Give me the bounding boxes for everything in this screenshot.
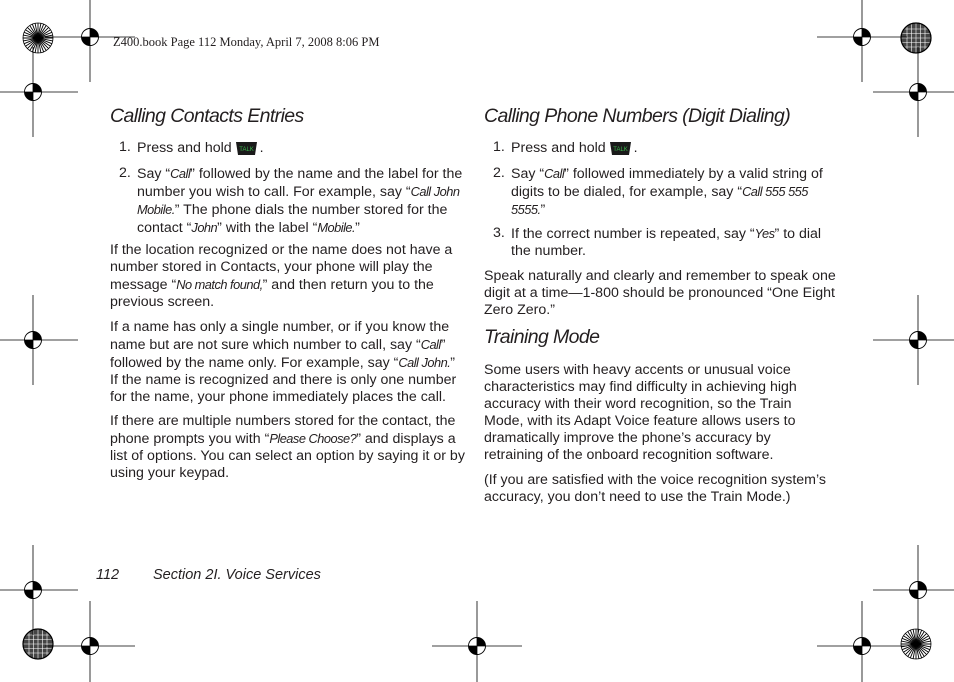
section-heading-training-mode: Training Mode (484, 326, 600, 348)
left-step-1: 1. Press and hold TALK . (119, 139, 264, 156)
page-number: 112 (96, 567, 120, 583)
section-heading-calling-contacts: Calling Contacts Entries (110, 105, 304, 127)
step-number: 2. (119, 165, 131, 181)
left-paragraph-no-match: If the location recognized or the name does not have a number stored in Contacts, your phone will play the message “No match found,” and then return you to the previous screen. (110, 242, 453, 310)
right-paragraph-satisfied: (If you are satisfied with the voice recognition system’s accuracy, you don’t need to use the Train Mode.) (484, 472, 826, 505)
step-text: Press and hold (137, 140, 232, 156)
step-number: 3. (493, 225, 505, 241)
talk-key-icon (608, 139, 633, 157)
svg-text:TALK: TALK (238, 147, 254, 153)
step-text: If the correct number is repeated, say “Yes” to dial the number. (511, 226, 822, 259)
talk-key-icon (234, 139, 259, 157)
step-text: Say “Call” followed by the name and the label for the number you wish to call. For example, say “Call John Mobile.” The phone dials the number stored for the contact “John” with the label “Mobile.” (137, 166, 463, 236)
right-paragraph-speak-naturally: Speak naturally and clearly and remember to speak one digit at a time—1-800 should be pronounced “One Eight Zero Zero.” (484, 268, 836, 318)
step-text: Press and hold (511, 140, 606, 156)
right-step-3 (493, 225, 838, 260)
step-number: 1. (493, 139, 505, 155)
section-title: Section 2I. Voice Services (153, 567, 321, 583)
right-step-2 (493, 165, 838, 219)
left-step-2 (119, 165, 465, 237)
section-heading-digit-dialing: Calling Phone Numbers (Digit Dialing) (484, 105, 791, 127)
left-paragraph-multiple-numbers: If there are multiple numbers stored for the contact, the phone prompts you with “Please Choose?” and displays a list of options. You can select an option by saying it or by using your keypad. (110, 413, 465, 481)
step-number: 1. (119, 139, 131, 155)
right-paragraph-training: Some users with heavy accents or unusual voice characteristics may find difficulty in achieving high accuracy with their word recognition, so the Train Mode, with its Adapt Voice feature allows users to dramatically improve the phone’s accuracy by retraining of the onboard recognition software. (484, 362, 797, 463)
left-paragraph-single-number: If a name has only a single number, or if you know the name but are not sure which number to call, say “Call” followed by the name only. For example, say “Call John.” If the name is recognized and there is only one number for the name, your phone immediately places the call. (110, 319, 457, 405)
step-number: 2. (493, 165, 505, 181)
svg-text:TALK: TALK (612, 147, 628, 153)
step-text: Say “Call” followed immediately by a valid string of digits to be dialed, for example, say “Call 555 555 5555.” (511, 166, 823, 218)
right-step-1: 1. Press and hold TALK . (493, 139, 638, 156)
page-header: Z400.book Page 112 Monday, April 7, 2008 8:06 PM (113, 35, 380, 49)
